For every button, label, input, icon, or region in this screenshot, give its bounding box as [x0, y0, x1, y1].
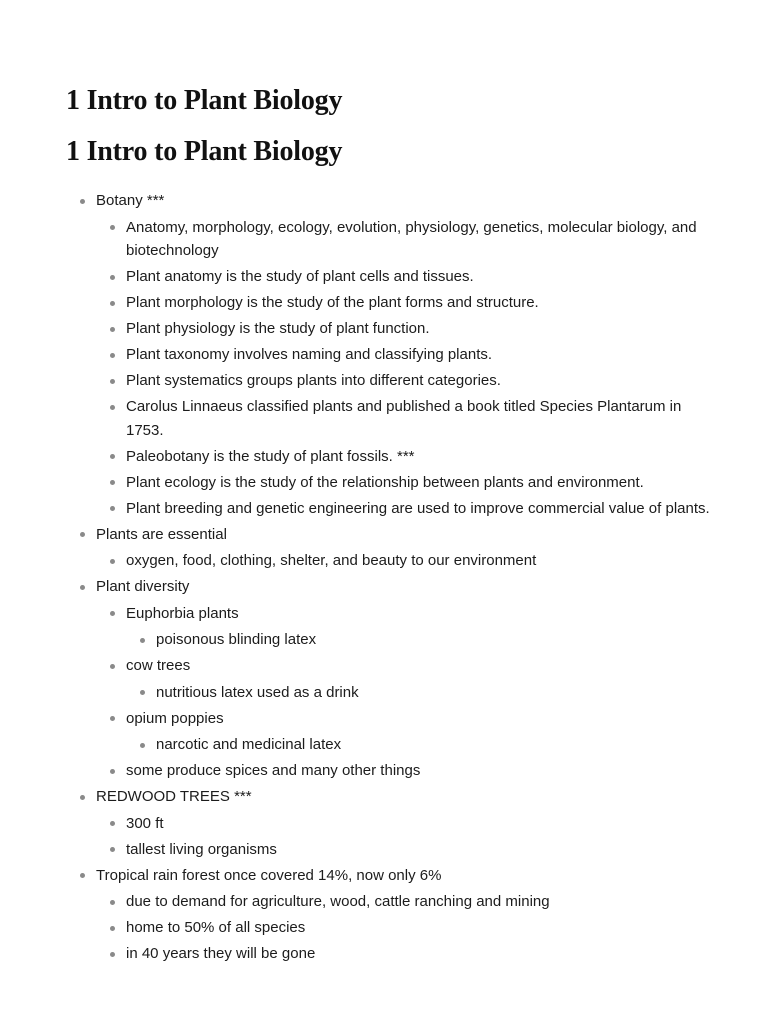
sub-item	[96, 838, 716, 862]
topic-item	[66, 189, 716, 520]
sub-item	[96, 395, 716, 442]
nested-list	[96, 216, 716, 521]
nested-list	[126, 681, 716, 705]
item-text: Plant physiology is the study of plant function.	[126, 320, 430, 337]
item-text: Euphorbia plants	[126, 604, 239, 622]
topic-item	[66, 785, 716, 861]
item-text: Plants are essential	[96, 525, 227, 543]
sub-item	[96, 707, 716, 757]
page-title-repeat: 1 Intro to Plant Biology	[66, 136, 343, 167]
sub-item	[96, 942, 716, 966]
item-text: in 40 years they will be gone	[126, 945, 316, 962]
item-text: due to demand for agriculture, wood, cattle ranching and mining	[126, 893, 550, 910]
detail-item	[126, 681, 716, 705]
sub-item	[96, 216, 716, 263]
item-text: Plant systematics groups plants into different categories.	[126, 372, 501, 389]
sub-item	[96, 343, 716, 367]
detail-item	[126, 628, 716, 652]
item-text: home to 50% of all species	[126, 919, 306, 936]
topic-item	[66, 575, 716, 783]
sub-item	[96, 471, 716, 495]
item-text: Tropical rain forest once covered 14%, now only 6%	[96, 866, 442, 884]
sub-item	[96, 369, 716, 393]
item-text: Paleobotany is the study of plant fossils. ***	[126, 447, 415, 465]
nested-list	[96, 549, 716, 573]
item-text: cow trees	[126, 657, 191, 674]
item-text: opium poppies	[126, 709, 224, 727]
sub-item	[96, 445, 716, 469]
nested-list	[96, 812, 716, 862]
detail-item	[126, 733, 716, 757]
item-text: REDWOOD TREES ***	[96, 788, 252, 805]
nested-list	[96, 602, 716, 783]
sub-item	[96, 265, 716, 289]
page-title: 1 Intro to Plant Biology	[66, 85, 343, 116]
item-text: some produce spices and many other things	[126, 762, 421, 779]
item-text: Plant ecology is the study of the relationship between plants and environment.	[126, 473, 644, 491]
nested-list	[126, 733, 716, 757]
item-text: 300 ft	[126, 814, 164, 832]
sub-item	[96, 549, 716, 573]
topic-item	[66, 523, 716, 573]
sub-item	[96, 916, 716, 940]
sub-item	[96, 890, 716, 914]
nested-list	[126, 628, 716, 652]
item-text: tallest living organisms	[126, 840, 277, 858]
item-text: Plant taxonomy involves naming and classifying plants.	[126, 346, 493, 363]
item-text: Plant morphology is the study of the plant forms and structure.	[126, 294, 539, 311]
item-text: Botany ***	[96, 192, 165, 209]
sub-item	[96, 812, 716, 836]
item-text: Plant breeding and genetic engineering are used to improve commercial value of plants.	[126, 499, 710, 517]
document-page	[66, 80, 716, 968]
sub-item	[96, 759, 716, 783]
item-text: nutritious latex used as a drink	[156, 683, 359, 701]
item-text: oxygen, food, clothing, shelter, and beauty to our environment	[126, 552, 537, 569]
item-text: Carolus Linnaeus classified plants and published a book titled Species Plantarum in 1753.	[126, 398, 682, 439]
topic-item	[66, 864, 716, 966]
sub-item	[96, 317, 716, 341]
outline-list	[66, 189, 716, 966]
item-text: Anatomy, morphology, ecology, evolution, physiology, genetics, molecular biology, and biotechnology	[126, 218, 697, 259]
item-text: poisonous blinding latex	[156, 631, 317, 648]
item-text: Plant anatomy is the study of plant cells and tissues.	[126, 268, 474, 285]
sub-item	[96, 654, 716, 704]
sub-item	[96, 291, 716, 315]
nested-list	[96, 890, 716, 966]
sub-item	[96, 602, 716, 652]
sub-item	[96, 497, 716, 521]
item-text: narcotic and medicinal latex	[156, 736, 342, 753]
item-text: Plant diversity	[96, 578, 190, 595]
